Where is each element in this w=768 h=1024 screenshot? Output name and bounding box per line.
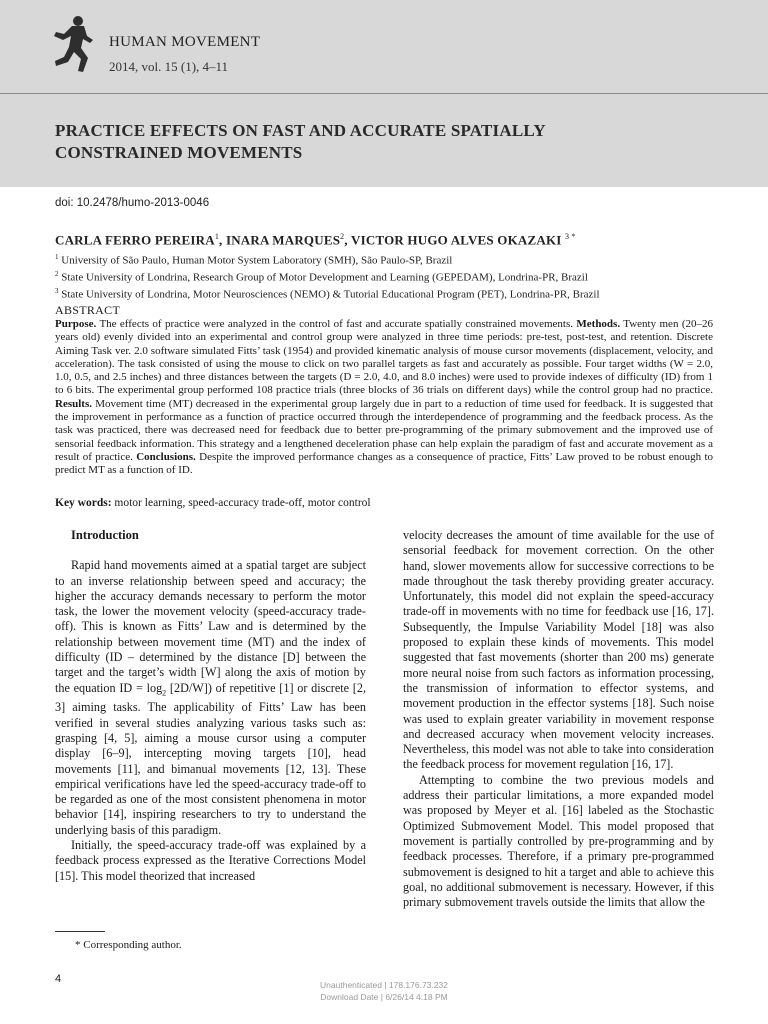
author-1: CARLA FERRO PEREIRA <box>55 232 215 248</box>
article-title <box>55 120 695 164</box>
affiliation <box>55 285 600 302</box>
author-list: CARLA FERRO PEREIRA$^1$, INARA MARQUES$^2$, VICTOR HUGO ALVES OKAZAKI $^{3 *}$ <box>55 232 576 248</box>
download-stamp-date: Download Date | 6/26/14 4:18 PM <box>320 992 448 1002</box>
header-divider <box>0 93 768 94</box>
affiliation-number: 2 <box>55 270 59 279</box>
author-2-affil: 2 <box>340 232 345 241</box>
paragraph: Initially, the speed-accuracy trade-off was explained by a feedback process expressed as the Iterative Corrections Model [15]. This model theorized that increased <box>55 838 366 883</box>
body-column-right <box>403 528 714 910</box>
methods-label: Methods. <box>576 318 621 330</box>
footnote-divider <box>55 931 105 932</box>
purpose-text: The effects of practice were analyzed in the control of fast and accurate spatially constrained movements. <box>99 318 573 330</box>
paragraph <box>55 558 366 838</box>
abstract-body <box>55 318 713 478</box>
abstract-heading: ABSTRACT <box>55 303 121 317</box>
keywords <box>55 497 371 509</box>
keywords-text: motor learning, speed-accuracy trade-off, motor control <box>114 497 371 509</box>
purpose-label: Purpose. <box>55 318 97 330</box>
author-3-affil: 3 * <box>565 232 576 241</box>
article-title-line-2: CONSTRAINED MOVEMENTS <box>55 143 303 162</box>
conclusions-label: Conclusions. <box>136 450 196 463</box>
paragraph-text: Rapid hand movements aimed at a spatial target are subject to an inverse relationship between speed and accuracy; the higher the accuracy demands necessary to perform the motor task, the lower the movement velocity (speed-accuracy trade-off). This is known as Fitts’ Law and is determined by the relationship between movement time (MT) and the index of difficulty (ID – determined by the distance [D] between the target and the target’s width [W] along the axis of motion by the equation ID = log <box>55 558 366 695</box>
body-column-left <box>55 528 366 884</box>
methods-text: Twenty men (20–26 years old) evenly divided into an experimental and control group were analyzed in three time periods: pre-test, post-test, and retention. Discrete Aiming Task ver. 2.0 software simulated Fitts’ task (1954) and provided kinematic analysis of mouse cursor movements (displacement, velocity, and acceleration). The task consisted of using the mouse to click on two parallel targets as fast and accurately as possible. Four target widths (W = 2.0, 1.0, 0.5, and 2.5 inches) and three distances between the targets (D = 2.0, 4.0, and 8.0 inches) were used to provide indexes of difficulty (ID) from 1 to 6 bits. The experimental group performed 108 practice trials (three blocks of 36 trials on different days) while the control group had no practice. <box>55 318 713 397</box>
affiliation-number: 3 <box>55 287 59 296</box>
affiliations <box>55 251 600 302</box>
runner-logo-icon <box>50 14 94 74</box>
journal-issue: 2014, vol. 15 (1), 4–11 <box>109 59 229 74</box>
results-text: Movement time (MT) decreased in the experimental group largely due in part to a reduction of time used for feedback. It is suggested that the improvement in performance as a function of practice occurred through the interdependence of programming and the feedback process. As the task was practiced, there was decreased need for feedback due to better pre-programming of the primary submovement and the improved use of sensorial feedback information. This strategy and a lengthened deceleration phase can help explain the paradigm of fast and accurate movement as a result of practice. <box>55 397 714 463</box>
author-1-affil: 1 <box>214 232 220 241</box>
affiliation <box>55 251 600 268</box>
section-heading: Introduction <box>71 528 139 542</box>
page-number: 4 <box>55 973 62 985</box>
affiliation <box>55 268 600 285</box>
article-title-line-1: PRACTICE EFFECTS ON FAST AND ACCURATE SPATIALLY <box>55 121 546 140</box>
affiliation-text: State University of Londrina, Research Group of Motor Development and Learning (GEPEDAM), Londrina-PR, Brazil <box>61 271 588 284</box>
download-stamp-ip: Unauthenticated | 178.176.73.232 <box>320 980 448 990</box>
results-label: Results. <box>55 397 92 410</box>
affiliation-text: State University of Londrina, Motor Neurosciences (NEMO) & Tutorial Educational Program (PET), Londrina-PR, Brazil <box>61 288 600 301</box>
author-3: VICTOR HUGO ALVES OKAZAKI <box>351 232 562 248</box>
paragraph: velocity decreases the amount of time available for the use of sensorial feedback for movement correction. On the other hand, slower movements allow for successive corrections to be made throughout the task thereby providing greater accuracy. Unfortunately, this model did not explain the speed-accuracy trade-off in movements with no time for feedback use [16, 17]. Subsequently, the Impulse Variability Model [18] was also proposed to explain these kinds of movements. This model suggested that fast movements (shorter than 200 ms) generate more neural noise from such factors as information processing, the transmission of information to effector systems, and movement production in the effector systems [18]. Such noise was used to explain greater variability in movement response and decreased accuracy when movement velocity increases. Nevertheless, this model was not able to take into consideration the feedback process for movement regulation [16, 17]. <box>403 528 714 772</box>
keywords-label: Key words: <box>55 497 112 509</box>
affiliation-text: University of São Paulo, Human Motor System Laboratory (SMH), São Paulo-SP, Brazil <box>61 254 453 267</box>
conclusions-text: Despite the improved performance changes as a consequence of practice, Fitts’ Law proved to be robust enough to predict MT as a function of ID. <box>55 450 713 477</box>
doi: doi: 10.2478/humo-2013-0046 <box>55 197 210 209</box>
footnote: * Corresponding author. <box>75 939 182 951</box>
paragraph-text: [2D/W]) of repetitive [1] or discrete [2, 3] aiming tasks. The applicability of Fitts’ Law has been verified in several studies analyzing various tasks such as: grasping [4, 5], aiming a mouse cursor using a computer display [6–9], intercepting moving targets [10], head movements [11], and bimanual movements [12, 13]. These empirical verifications have led the speed-accuracy trade-off to be regarded as one of the most consistent phenomena in motor behavior [14], inspiring researchers to try to understand the underlying basis of this paradigm. <box>55 680 367 837</box>
journal-name: HUMAN MOVEMENT <box>109 34 261 50</box>
paragraph: Attempting to combine the two previous models and address their particular limitations, a more expanded model was proposed by Meyer et al. [16] labeled as the Stochastic Optimized Submovement Model. This model proposed that movement is partially controlled by pre-programming and by feedback processes. Therefore, if a primary pre-programmed submovement is designed to hit a target and able to achieve this goal, no additional submovement is necessary. However, if this primary submovement travels outside the limits that allow the <box>403 772 714 910</box>
author-2: INARA MARQUES <box>225 232 341 248</box>
affiliation-number: 1 <box>55 253 59 261</box>
subscript: 2 <box>162 688 167 698</box>
